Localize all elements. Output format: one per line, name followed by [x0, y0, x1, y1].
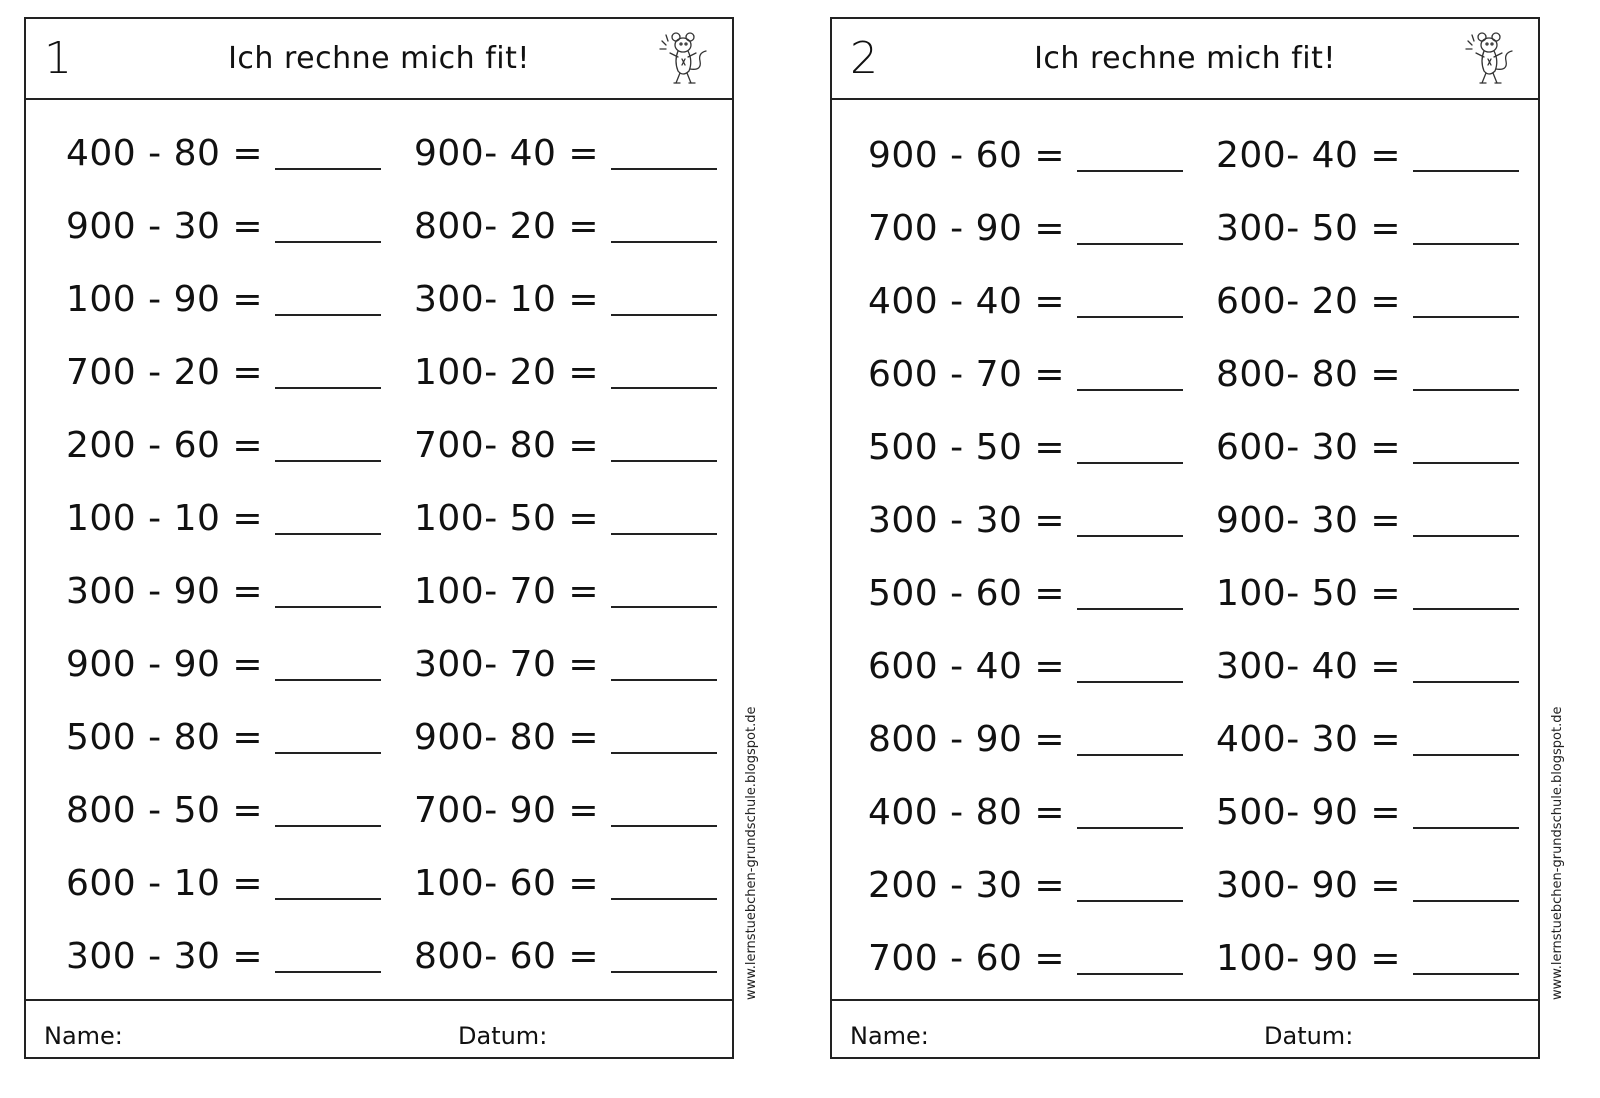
- answer-blank[interactable]: [1413, 316, 1519, 318]
- task-expression: 300 - 30 =: [66, 936, 264, 977]
- answer-blank[interactable]: [611, 533, 717, 535]
- task-item: [414, 558, 717, 614]
- task-item: [66, 777, 381, 833]
- task-item: [414, 923, 717, 979]
- mouse-icon: [1462, 29, 1522, 89]
- task-item: [1216, 341, 1519, 397]
- task-expression: 100- 60 =: [414, 863, 600, 904]
- answer-blank[interactable]: [1413, 900, 1519, 902]
- task-item: [66, 120, 381, 176]
- task-item: [66, 339, 381, 395]
- task-expression: 300- 50 =: [1216, 208, 1402, 249]
- task-item: [66, 193, 381, 249]
- date-label: Datum:: [458, 1022, 548, 1050]
- name-label: Name:: [850, 1022, 929, 1050]
- task-list: [832, 98, 1538, 1003]
- task-expression: 600 - 10 =: [66, 863, 264, 904]
- task-expression: 700- 80 =: [414, 425, 600, 466]
- answer-blank[interactable]: [611, 825, 717, 827]
- answer-blank[interactable]: [611, 898, 717, 900]
- task-item: [414, 777, 717, 833]
- task-expression: 100- 50 =: [1216, 573, 1402, 614]
- answer-blank[interactable]: [611, 606, 717, 608]
- answer-blank[interactable]: [1077, 973, 1183, 975]
- answer-blank[interactable]: [275, 387, 381, 389]
- task-expression: 100- 20 =: [414, 352, 600, 393]
- task-expression: 900 - 60 =: [868, 135, 1066, 176]
- task-expression: 600- 30 =: [1216, 427, 1402, 468]
- answer-blank[interactable]: [275, 606, 381, 608]
- task-item: [1216, 487, 1519, 543]
- task-item: [66, 850, 381, 906]
- task-expression: 100- 50 =: [414, 498, 600, 539]
- task-expression: 300- 90 =: [1216, 865, 1402, 906]
- task-expression: 300 - 90 =: [66, 571, 264, 612]
- task-item: [66, 558, 381, 614]
- task-expression: 900 - 90 =: [66, 644, 264, 685]
- answer-blank[interactable]: [1413, 973, 1519, 975]
- answer-blank[interactable]: [1413, 462, 1519, 464]
- task-expression: 800 - 50 =: [66, 790, 264, 831]
- task-item: [868, 122, 1183, 178]
- task-expression: 200 - 60 =: [66, 425, 264, 466]
- task-expression: 900- 80 =: [414, 717, 600, 758]
- task-item: [414, 266, 717, 322]
- task-list: [26, 98, 732, 1003]
- task-expression: 900- 40 =: [414, 133, 600, 174]
- task-item: [66, 704, 381, 760]
- task-item: [1216, 779, 1519, 835]
- task-expression: 600- 20 =: [1216, 281, 1402, 322]
- worksheet-header: [832, 19, 1538, 100]
- task-expression: 500 - 50 =: [868, 427, 1066, 468]
- task-item: [414, 120, 717, 176]
- answer-blank[interactable]: [275, 752, 381, 754]
- task-expression: 900 - 30 =: [66, 206, 264, 247]
- answer-blank[interactable]: [1413, 827, 1519, 829]
- answer-blank[interactable]: [611, 752, 717, 754]
- task-expression: 100- 70 =: [414, 571, 600, 612]
- answer-blank[interactable]: [1077, 608, 1183, 610]
- answer-blank[interactable]: [1413, 389, 1519, 391]
- answer-blank[interactable]: [1413, 608, 1519, 610]
- answer-blank[interactable]: [1077, 462, 1183, 464]
- name-label: Name:: [44, 1022, 123, 1050]
- answer-blank[interactable]: [1413, 754, 1519, 756]
- task-item: [868, 414, 1183, 470]
- task-item: [868, 633, 1183, 689]
- task-item: [66, 412, 381, 468]
- task-item: [1216, 925, 1519, 981]
- worksheet-2: [830, 17, 1540, 1059]
- task-item: [414, 485, 717, 541]
- task-item: [414, 631, 717, 687]
- task-item: [66, 266, 381, 322]
- answer-blank[interactable]: [275, 971, 381, 973]
- answer-blank[interactable]: [275, 241, 381, 243]
- task-item: [414, 850, 717, 906]
- answer-blank[interactable]: [275, 825, 381, 827]
- worksheet-1: [24, 17, 734, 1059]
- answer-blank[interactable]: [611, 314, 717, 316]
- task-expression: 500 - 80 =: [66, 717, 264, 758]
- task-item: [1216, 122, 1519, 178]
- worksheet-header: [26, 19, 732, 100]
- task-item: [1216, 852, 1519, 908]
- answer-blank[interactable]: [275, 460, 381, 462]
- task-expression: 600 - 70 =: [868, 354, 1066, 395]
- answer-blank[interactable]: [1077, 389, 1183, 391]
- answer-blank[interactable]: [275, 314, 381, 316]
- task-expression: 100 - 90 =: [66, 279, 264, 320]
- worksheet-title: Ich rechne mich fit!: [228, 41, 530, 76]
- answer-blank[interactable]: [275, 168, 381, 170]
- task-expression: 300- 40 =: [1216, 646, 1402, 687]
- answer-blank[interactable]: [1077, 681, 1183, 683]
- answer-blank[interactable]: [275, 679, 381, 681]
- answer-blank[interactable]: [1077, 243, 1183, 245]
- task-expression: 300- 70 =: [414, 644, 600, 685]
- task-item: [868, 487, 1183, 543]
- side-url: www.lernstuebchen-grundschule.blogspot.de: [1550, 706, 1565, 1000]
- answer-blank[interactable]: [275, 533, 381, 535]
- task-expression: 700 - 20 =: [66, 352, 264, 393]
- answer-blank[interactable]: [611, 168, 717, 170]
- task-expression: 400 - 40 =: [868, 281, 1066, 322]
- task-item: [868, 925, 1183, 981]
- task-item: [66, 631, 381, 687]
- task-item: [414, 704, 717, 760]
- answer-blank[interactable]: [1413, 535, 1519, 537]
- answer-blank[interactable]: [1077, 900, 1183, 902]
- task-expression: 100- 90 =: [1216, 938, 1402, 979]
- task-item: [868, 268, 1183, 324]
- task-expression: 100 - 10 =: [66, 498, 264, 539]
- answer-blank[interactable]: [1077, 316, 1183, 318]
- task-expression: 800- 20 =: [414, 206, 600, 247]
- task-expression: 700- 90 =: [414, 790, 600, 831]
- worksheet-title: Ich rechne mich fit!: [1034, 41, 1336, 76]
- worksheet-footer: [832, 999, 1538, 1057]
- task-item: [1216, 706, 1519, 762]
- task-item: [868, 560, 1183, 616]
- answer-blank[interactable]: [611, 679, 717, 681]
- worksheet-number: 2: [850, 33, 878, 84]
- task-expression: 500 - 60 =: [868, 573, 1066, 614]
- task-expression: 700 - 60 =: [868, 938, 1066, 979]
- task-item: [414, 193, 717, 249]
- task-expression: 900- 30 =: [1216, 500, 1402, 541]
- task-item: [414, 412, 717, 468]
- answer-blank[interactable]: [1413, 170, 1519, 172]
- task-item: [1216, 195, 1519, 251]
- answer-blank[interactable]: [1413, 243, 1519, 245]
- task-item: [868, 779, 1183, 835]
- task-item: [1216, 560, 1519, 616]
- task-expression: 400 - 80 =: [66, 133, 264, 174]
- side-url: www.lernstuebchen-grundschule.blogspot.de: [744, 706, 759, 1000]
- task-expression: 800 - 90 =: [868, 719, 1066, 760]
- task-expression: 400- 30 =: [1216, 719, 1402, 760]
- date-label: Datum:: [1264, 1022, 1354, 1050]
- task-expression: 700 - 90 =: [868, 208, 1066, 249]
- task-item: [1216, 268, 1519, 324]
- answer-blank[interactable]: [1077, 170, 1183, 172]
- task-item: [868, 706, 1183, 762]
- task-item: [868, 852, 1183, 908]
- worksheet-number: 1: [44, 33, 72, 84]
- task-expression: 800- 80 =: [1216, 354, 1402, 395]
- answer-blank[interactable]: [1077, 754, 1183, 756]
- task-item: [66, 923, 381, 979]
- worksheet-footer: [26, 999, 732, 1057]
- task-expression: 400 - 80 =: [868, 792, 1066, 833]
- task-item: [66, 485, 381, 541]
- task-item: [1216, 633, 1519, 689]
- task-expression: 300- 10 =: [414, 279, 600, 320]
- answer-blank[interactable]: [611, 460, 717, 462]
- answer-blank[interactable]: [1413, 681, 1519, 683]
- answer-blank[interactable]: [611, 241, 717, 243]
- task-expression: 500- 90 =: [1216, 792, 1402, 833]
- task-expression: 200- 40 =: [1216, 135, 1402, 176]
- task-item: [868, 341, 1183, 397]
- task-item: [414, 339, 717, 395]
- task-expression: 800- 60 =: [414, 936, 600, 977]
- mouse-icon: [656, 29, 716, 89]
- answer-blank[interactable]: [275, 898, 381, 900]
- answer-blank[interactable]: [1077, 827, 1183, 829]
- task-expression: 600 - 40 =: [868, 646, 1066, 687]
- answer-blank[interactable]: [611, 971, 717, 973]
- task-expression: 200 - 30 =: [868, 865, 1066, 906]
- task-item: [1216, 414, 1519, 470]
- answer-blank[interactable]: [611, 387, 717, 389]
- task-expression: 300 - 30 =: [868, 500, 1066, 541]
- answer-blank[interactable]: [1077, 535, 1183, 537]
- task-item: [868, 195, 1183, 251]
